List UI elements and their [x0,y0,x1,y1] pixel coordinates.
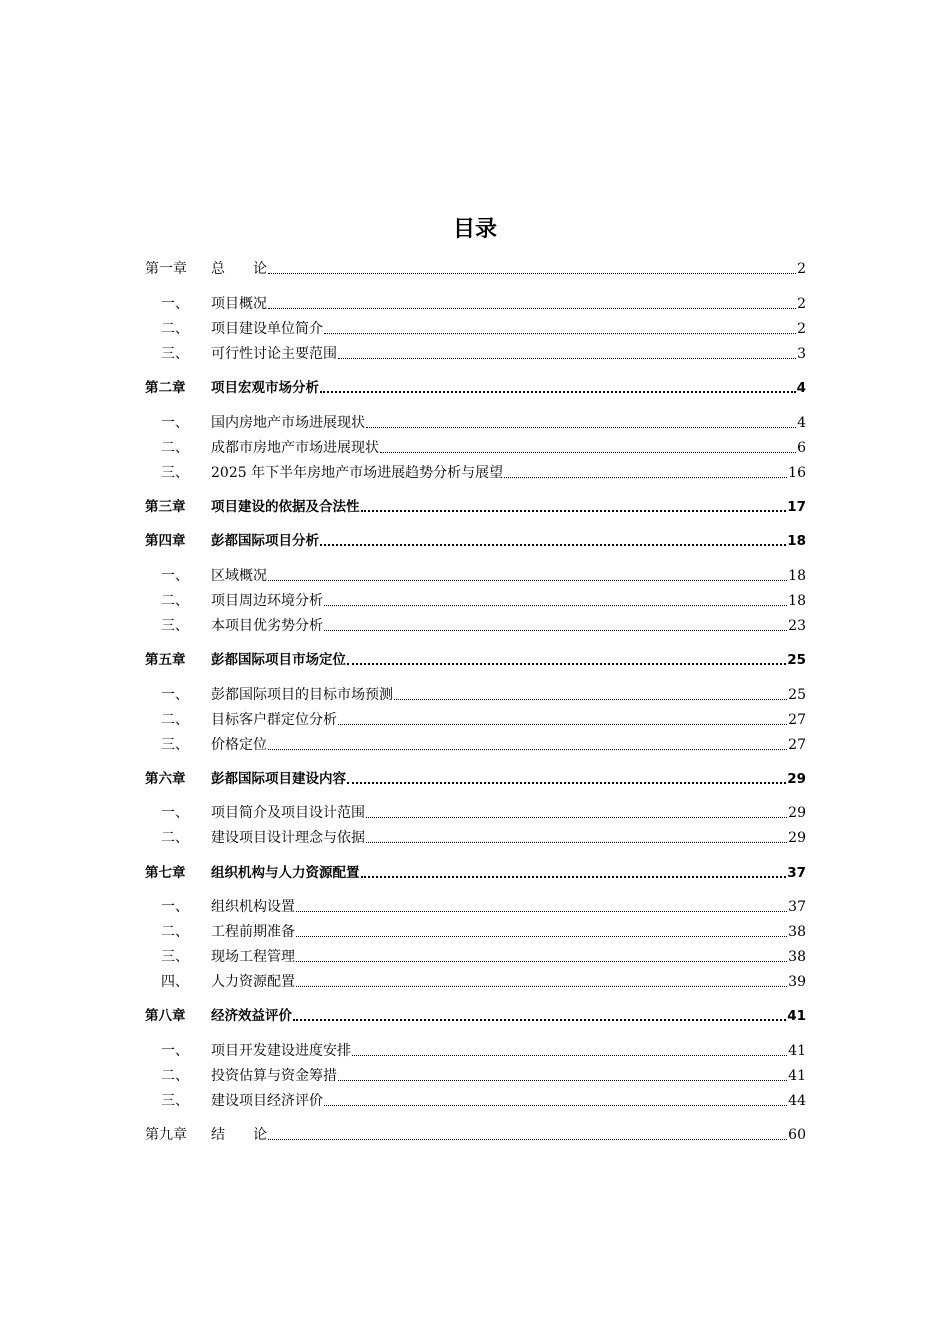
toc-entry-number: 第二章 [145,380,186,396]
toc-page-number: 44 [788,1093,806,1109]
toc-entry-number: 三、 [161,618,189,634]
toc-section-entry[interactable] [145,591,806,611]
toc-page-number: 38 [788,924,806,940]
toc-page-number: 29 [787,771,806,787]
toc-section-entry[interactable] [145,947,806,967]
toc-entry-title: 项目周边环境分析 [211,593,323,609]
toc-entry-number: 二、 [161,712,189,728]
toc-entry-number: 二、 [161,321,189,337]
toc-section-entry[interactable] [145,897,806,917]
toc-dot-leader [268,262,796,276]
toc-entry-number: 第六章 [145,771,186,787]
toc-chapter-entry[interactable] [145,378,806,398]
toc-section-entry[interactable] [145,463,806,483]
toc-entry-number: 三、 [161,346,189,362]
toc-chapter-entry[interactable] [145,1006,806,1026]
toc-entry-title: 项目建设的依据及合法性 [211,499,360,515]
toc-entry-title: 彭都国际项目市场定位 [211,652,346,668]
toc-dot-leader [338,1069,787,1083]
toc-page-number: 37 [788,899,806,915]
toc-dot-leader [268,738,787,752]
toc-page-number: 18 [788,568,806,584]
toc-page-number: 2 [797,296,806,312]
toc-dot-leader [361,866,787,880]
toc-section-entry[interactable] [145,685,806,705]
toc-entry-title: 现场工程管理 [211,949,295,965]
toc-entry-title: 项目建设单位简介 [211,321,323,337]
toc-chapter-entry[interactable] [145,650,806,670]
toc-entry-number: 二、 [161,924,189,940]
toc-section-entry[interactable] [145,1066,806,1086]
toc-section-entry[interactable] [145,972,806,992]
toc-section-entry[interactable] [145,616,806,636]
toc-section-entry[interactable] [145,710,806,730]
toc-page-number: 17 [787,499,806,515]
toc-page-number: 29 [788,805,806,821]
toc-entry-title: 投资估算与资金筹措 [211,1068,337,1084]
toc-dot-leader [296,900,787,914]
toc-section-entry[interactable] [145,803,806,823]
toc-dot-leader [324,1094,787,1108]
toc-page-number: 16 [788,465,806,481]
toc-page-number: 18 [787,533,806,549]
toc-dot-leader [380,441,796,455]
toc-dot-leader [268,1128,787,1142]
toc-entry-number: 第三章 [145,499,186,515]
page-title: 目录 [452,217,497,242]
toc-dot-leader [366,806,787,820]
toc-dot-leader [324,619,787,633]
toc-page-number: 3 [797,346,806,362]
toc-dot-leader [352,1044,787,1058]
toc-dot-leader [320,381,796,395]
toc-dot-leader [394,688,787,702]
toc-entry-title: 本项目优劣势分析 [211,618,323,634]
toc-section-entry[interactable] [145,1041,806,1061]
toc-page-number: 38 [788,949,806,965]
toc-page-number: 39 [788,974,806,990]
toc-entry-title: 建设项目经济评价 [211,1093,323,1109]
toc-entry-title: 建设项目设计理念与依据 [211,830,365,846]
toc-section-entry[interactable] [145,922,806,942]
toc-entry-number: 三、 [161,465,189,481]
toc-entry-number: 一、 [161,687,189,703]
toc-entry-number: 一、 [161,415,189,431]
toc-section-entry[interactable] [145,828,806,848]
toc-entry-title: 结 论 [211,1127,267,1143]
toc-page-number: 2 [797,321,806,337]
toc-dot-leader [268,297,796,311]
toc-entry-number: 第四章 [145,533,186,549]
toc-entry-number: 一、 [161,568,189,584]
toc-entry-number: 第五章 [145,652,186,668]
toc-section-entry[interactable] [145,413,806,433]
toc-section-entry[interactable] [145,344,806,364]
toc-entry-title: 价格定位 [211,737,267,753]
toc-entry-title: 区域概况 [211,568,267,584]
toc-page-number: 41 [787,1008,806,1024]
toc-entry-number: 一、 [161,296,189,312]
toc-dot-leader [504,466,787,480]
toc-entry-number: 一、 [161,899,189,915]
toc-entry-title: 项目简介及项目设计范围 [211,805,365,821]
toc-chapter-entry[interactable] [145,259,806,279]
toc-entry-number: 二、 [161,440,189,456]
toc-entry-number: 一、 [161,805,189,821]
toc-dot-leader [324,594,787,608]
toc-section-entry[interactable] [145,1091,806,1111]
toc-page-number: 23 [788,618,806,634]
toc-dot-leader [366,831,787,845]
toc-entry-title: 总 论 [211,261,267,277]
toc-section-entry[interactable] [145,566,806,586]
toc-chapter-entry[interactable] [145,1125,806,1145]
toc-page-number: 4 [796,380,806,396]
toc-entry-number: 四、 [161,974,189,990]
toc-page-number: 4 [797,415,806,431]
toc-entry-title: 可行性讨论主要范围 [211,346,337,362]
toc-section-entry[interactable] [145,294,806,314]
toc-page-number: 27 [788,712,806,728]
toc-chapter-entry[interactable] [145,497,806,517]
toc-page-number: 29 [788,830,806,846]
toc-page-number: 27 [788,737,806,753]
toc-section-entry[interactable] [145,735,806,755]
toc-page-number: 41 [788,1068,806,1084]
toc-entry-title: 彭都国际项目分析 [211,533,319,549]
toc-section-entry[interactable] [145,438,806,458]
toc-page-number: 18 [788,593,806,609]
toc-page-number: 6 [797,440,806,456]
toc-entry-number: 第一章 [145,261,187,277]
toc-dot-leader [268,569,787,583]
toc-entry-title: 经济效益评价 [211,1008,292,1024]
toc-page-number: 37 [787,865,806,881]
toc-entry-title: 组织机构与人力资源配置 [211,865,360,881]
toc-chapter-entry[interactable] [145,531,806,551]
toc-entry-number: 二、 [161,1068,189,1084]
toc-entry-title: 目标客户群定位分析 [211,712,337,728]
toc-dot-leader [338,347,796,361]
toc-entry-number: 三、 [161,737,189,753]
toc-dot-leader [296,925,787,939]
toc-entry-number: 二、 [161,830,189,846]
toc-page-number: 41 [788,1043,806,1059]
toc-dot-leader [366,416,796,430]
toc-entry-title: 项目宏观市场分析 [211,380,319,396]
toc-dot-leader [320,534,786,548]
toc-entry-number: 第八章 [145,1008,186,1024]
toc-entry-number: 三、 [161,949,189,965]
toc-dot-leader [293,1009,786,1023]
toc-entry-title: 彭都国际项目建设内容 [211,771,346,787]
toc-dot-leader [324,322,796,336]
toc-dot-leader [296,950,787,964]
toc-chapter-entry[interactable] [145,863,806,883]
toc-entry-number: 第七章 [145,865,186,881]
toc-page-number: 2 [797,261,806,277]
toc-dot-leader [347,772,786,786]
toc-page-number: 25 [788,687,806,703]
toc-entry-title: 人力资源配置 [211,974,295,990]
toc-dot-leader [347,653,786,667]
toc-dot-leader [338,713,787,727]
toc-page-number: 25 [787,652,806,668]
toc-dot-leader [361,500,787,514]
toc-entry-title: 成都市房地产市场进展现状 [211,440,379,456]
toc-entry-number: 一、 [161,1043,189,1059]
toc-section-entry[interactable] [145,319,806,339]
toc-entry-title: 项目开发建设进度安排 [211,1043,351,1059]
toc-dot-leader [296,975,787,989]
toc-entry-title: 国内房地产市场进展现状 [211,415,365,431]
toc-entry-title: 组织机构设置 [211,899,295,915]
toc-chapter-entry[interactable] [145,769,806,789]
toc-entry-number: 第九章 [145,1127,187,1143]
toc-entry-number: 二、 [161,593,189,609]
toc-page-number: 60 [788,1127,806,1143]
toc-entry-title: 项目概况 [211,296,267,312]
toc-entry-title: 2025 年下半年房地产市场进展趋势分析与展望 [211,465,504,481]
toc-entry-title: 彭都国际项目的目标市场预测 [211,687,393,703]
toc-entry-title: 工程前期准备 [211,924,295,940]
toc-entry-number: 三、 [161,1093,189,1109]
